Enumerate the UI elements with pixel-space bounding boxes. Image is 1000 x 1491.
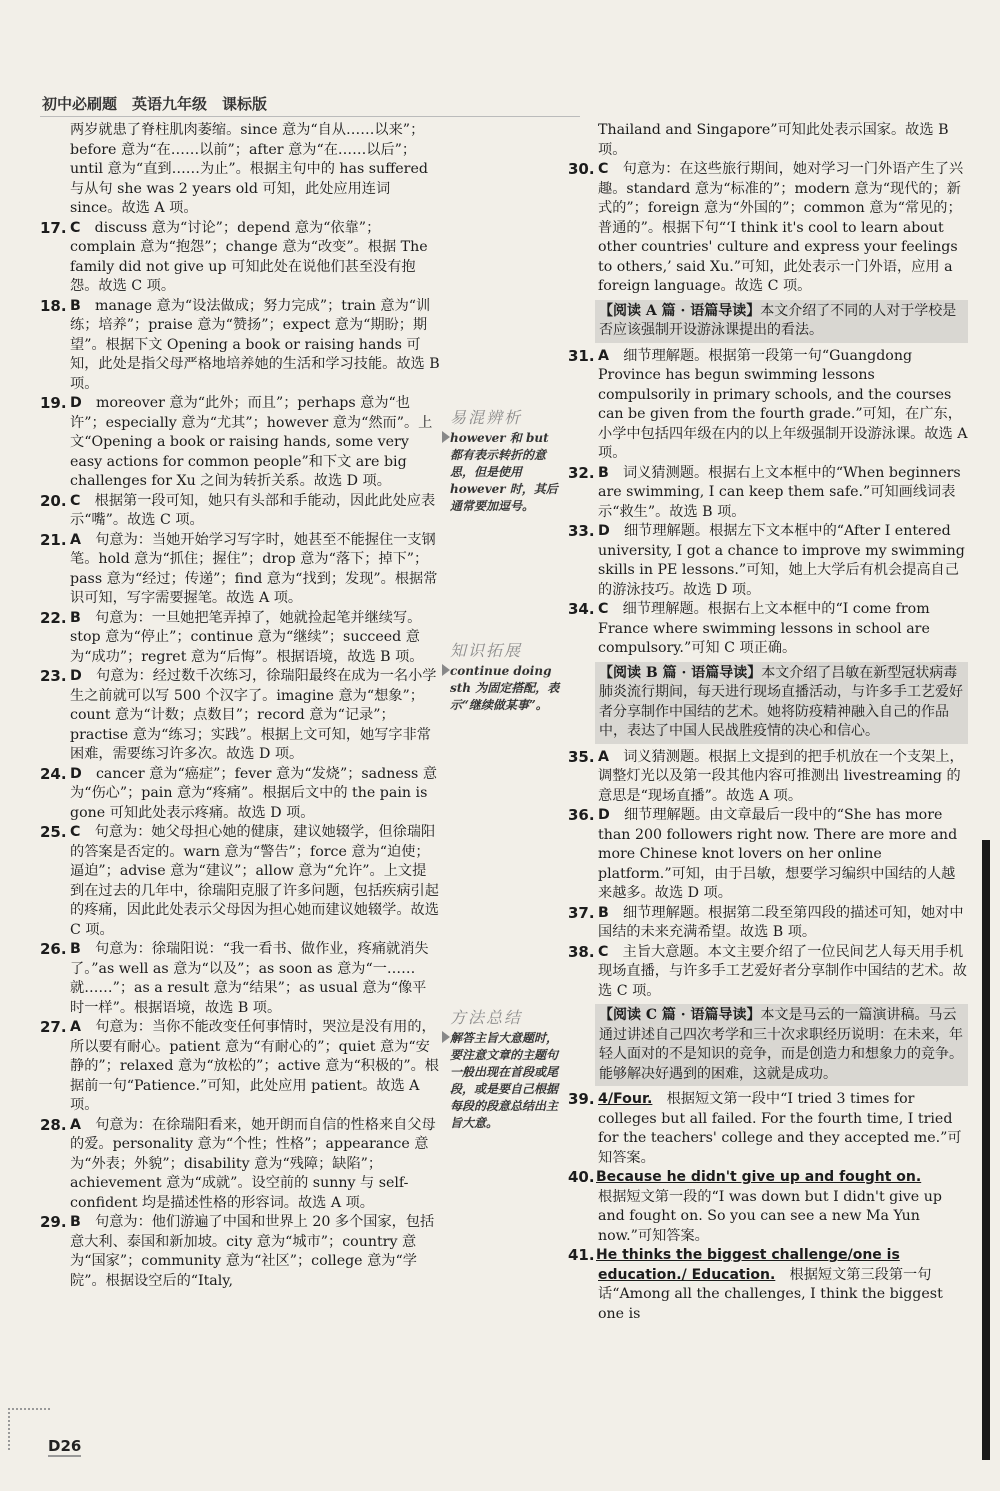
answer-explanation: 句意为：她父母担心她的健康，建议她辍学，但徐瑞阳的答案是否定的。warn 意为“警告”；force 意为“迫使；逼迫”；advise 意为“建议”；allow 意为“允许”。上文提到在过去的几年中，徐瑞阳克服了许多问题，包括疾病引起的疼痛，因此此处表示父母因为担心她而建议她辍学。故选 C 项。 [70,824,439,938]
answer-continuation: Thailand and Singapore”可知此处表示国家。故选 B 项。 [598,122,949,158]
answer-letter: C [70,492,81,509]
answer-letter: B [598,464,609,481]
answer-explanation: 词义猜测题。根据上文提到的把手机放在一个支架上，调整灯光以及第一段其他内容可推测出 livestreaming 的意思是“现场直播”。故选 A 项。 [598,748,964,804]
left-column [40,121,440,1291]
answer-letter: C [598,161,609,177]
answer-explanation: 根据短文第一段的“I was down but I didn't give up and fought on. So you can see a new Ma Yun now.”可知答案。 [598,1188,942,1244]
answer-letter: A [598,347,609,364]
answer-explanation: 细节理解题。根据第一段第一句“Guangdong Province has begun swimming lessons compulsorily in primary schools, and the courses can be given from the fourth grade.”可知，在广东，小学中包括四年级在内的以上年级强制开设游泳课。故选 A 项。 [598,347,968,461]
answer-41 [568,1246,968,1324]
guide-tag: 【阅读 A 篇 · 语篇导读】 [599,302,761,319]
pointer-icon [442,431,450,443]
answer-29 [40,1213,440,1291]
question-number: 25. [40,823,67,841]
question-number: 29. [40,1213,67,1231]
sidebar-note-knowledge [450,638,560,714]
answer-letter: D [70,765,82,782]
answer-letter: A [70,1019,81,1035]
answer-explanation: manage 意为“设法做成；努力完成”；train 意为“训练；培养”；praise 意为“赞扬”；expect 意为“期盼；期望”。根据下文 Opening a book or raising hands 可知，此处是指父母严格地培养她的生活和学习技能。故选 B 项。 [70,297,440,392]
guide-text: 本文介绍了不同的人对于学校是否应该强制开设游泳课提出的看法。 [599,302,957,338]
answer-39 [568,1090,968,1168]
question-number: 40. [568,1168,595,1186]
answer-explanation: 细节理解题。由文章最后一段中的“She has more than 200 followers right now. There are more and more Chinese knot lovers on her online platform.”可知，由于吕敏，想要学习编织中国结的人越来越多。故选 D 项。 [598,807,958,901]
answer-30 [568,160,968,297]
answer-letter: A [70,531,81,548]
answer-letter: C [598,601,609,617]
answer-explanation: 句意为：经过数千次练习，徐瑞阳最终在成为一名小学生之前就可以写 500 个汉字了。imagine 意为“想象”；count 意为“计数；点数目”；record 意为“记录”；practise 意为“练习；实践”。根据上文可知，她写字非常困难，需要练习许多次。故选 D 项。 [70,668,437,762]
question-number: 30. [568,160,595,178]
question-number: 35. [568,747,595,766]
answer-explanation: 句意为：在徐瑞阳看来，她开朗而自信的性格来自父母的爱。personality 意为“个性；性格”；appearance 意为“外表；外貌”；disability 意为“残障；缺陷”；achievement 意为“成就”。设空前的 sunny 与 self-confident 均是描述性格的形容词。故选 A 项。 [70,1116,436,1211]
question-number: 32. [568,463,595,482]
answer-38 [568,942,968,1002]
answer-letter: C [598,943,609,960]
answer-26 [40,940,440,1018]
answer-40 [568,1168,968,1246]
question-number: 19. [40,394,67,412]
answer-explanation: 句意为：一旦她把笔弄掉了，她就捡起笔并继续写。stop 意为“停止”；continue 意为“继续”；succeed 意为“成功”；regret 意为“后悔”。根据语境，故选 B 项。 [70,609,424,665]
answer-explanation: 细节理解题。根据第二段至第四段的描述可知，她对中国结的未来充满希望。故选 B 项。 [598,904,964,940]
sidebar-note-title: 方法总结 [450,1008,523,1027]
answer-explanation: moreover 意为“此外；而且”；perhaps 意为“也许”；especially 意为“尤其”；however 意为“然而”。上文“Opening a book or raising hands, some very easy actions for common people”和下文 are big challenges for Xu 之间为转折关系。故选 D 项。 [70,395,433,489]
answer-explanation: 词义猜测题。根据右上文本框中的“When beginners are swimming, I can keep them safe.”可知画线词表示“救生”。故选 B 项。 [598,464,961,520]
sidebar-note-title: 易混辨析 [450,408,523,427]
question-number: 18. [40,296,67,315]
answer-letter: B [70,609,81,626]
question-number: 36. [568,806,595,824]
question-number: 26. [40,940,67,958]
question-number: 28. [40,1115,67,1134]
answer-37 [568,903,968,943]
sidebar-note-text: however 和 but 都有表示转折的意思，但是使用 however 时，其后通常要加逗号。 [450,431,558,513]
answer-text: He thinks the biggest challenge/one is education./ Education. [596,1247,900,1283]
sidebar-note-text: 解答主旨大意题时，要注意文章的主题句一般出现在首段或尾段，或是要自己根据每段的段意总结出主旨大意。 [450,1031,559,1130]
answer-letter: C [70,219,81,236]
question-number: 39. [568,1090,595,1108]
answer-letter: C [70,824,81,840]
sidebar-note-confusables [450,405,560,515]
question-number: 20. [40,491,67,510]
answer-18 [40,296,440,395]
answer-explanation: 细节理解题。根据右上文本框中的“I come from France where swimming lessons in school are compulsory.”可知 C 项正确。 [598,601,930,656]
question-number: 24. [40,764,67,783]
answer-32 [568,463,968,523]
answer-explanation: 句意为：当你不能改变任何事情时，哭泣是没有用的，所以要有耐心。patient 意为“有耐心的”；quiet 意为“安静的”；relaxed 意为“放松的”；active 意为“积极的”。根据前一句“Patience.”可知，此处应用 patient。故选 A 项。 [70,1019,439,1113]
answer-31 [568,346,968,464]
sidebar-note-method [450,1005,560,1132]
answer-27 [40,1018,440,1116]
answer-letter: A [598,748,609,765]
answer-letter: B [598,904,609,921]
question-number: 22. [40,608,67,627]
answer-explanation: 细节理解题。根据左下文本框中的“After I entered university, I got a chance to improve my swimming skills in PE lessons.”可知，她上大学后有机会提高自己的游泳技巧。故选 D 项。 [598,523,965,598]
guide-text: 本文介绍了吕敏在新型冠状病毒肺炎流行期间，每天进行现场直播活动，与许多手工艺爱好者分享制作中国结的艺术。她将防疫精神融入自己的作品中，表达了中国人民战胜疫情的决心和信心。 [599,664,963,739]
answer-explanation: 句意为：在这些旅行期间，她对学习一门外语产生了兴趣。standard 意为“标准的”；modern 意为“现代的；新式的”；foreign 意为“外国的”；common 意为“常见的；普通的”。根据下句“‘I think it's cool to learn about other countries' culture and express your feelings to others,’ said Xu.”可知，此处表示一门外语，应用 a foreign language。故选 C 项。 [598,161,964,294]
answer-text: Because he didn't give up and fought on. [596,1169,922,1185]
guide-text: 本文是马云的一篇演讲稿。马云通过讲述自己四次考学和三十次求职经历说明：在未来，年轻人面对的不是知识的竞争，而是创造力和想象力的竞争。能够解决好遇到的困难，这就是成功。 [599,1007,963,1082]
answer-23 [40,667,440,765]
sidebar-note-title: 知识拓展 [450,641,523,660]
reading-c-guide [595,1004,968,1086]
guide-tag: 【阅读 C 篇 · 语篇导读】 [599,1007,761,1023]
answer-21 [40,530,440,609]
answer-33 [568,522,968,600]
answer-24 [40,764,440,824]
answer-letter: B [70,941,81,957]
answer-35 [568,747,968,807]
pointer-icon [442,664,450,676]
answer-explanation: discuss 意为“讨论”；depend 意为“依靠”；complain 意为“抱怨”；change 意为“改变”。根据 The family did not give up 可知此处在说他们甚至没有抱怨。故选 C 项。 [70,219,428,294]
answer-34 [568,600,968,659]
reading-b-guide [595,662,968,744]
answer-explanation: 句意为：徐瑞阳说：“我一看书、做作业，疼痛就消失了。”as well as 意为“以及”；as soon as 意为“一……就……”；as a result 意为“结果”；as usual 意为“像平时一样”。根据语境，故选 B 项。 [70,941,429,1016]
question-number: 27. [40,1018,67,1036]
question-number: 41. [568,1246,595,1264]
question-number: 37. [568,903,595,922]
question-number: 33. [568,522,595,540]
pointer-icon [442,1031,450,1043]
answer-letter: B [70,1214,81,1230]
answer-19 [40,394,440,492]
right-column [568,121,968,1324]
answer-letter: B [70,297,81,314]
guide-tag: 【阅读 B 篇 · 语篇导读】 [599,664,762,681]
answer-22 [40,608,440,668]
answer-25 [40,823,440,940]
reading-a-guide [595,300,968,343]
page-header: 初中必刷题 英语九年级 课标版 [42,95,268,113]
question-number: 17. [40,218,67,237]
sidebar-note-text: continue doing sth 为固定搭配，表示“继续做某事”。 [450,664,560,712]
answer-letter: D [598,807,610,823]
answer-letter: D [70,395,82,411]
answer-explanation: 根据短文第三段第一句话“Among all the challenges, I think the biggest one is [598,1266,943,1322]
answer-explanation: 主旨大意题。本文主要介绍了一位民间艺人每天用手机现场直播，与许多手工艺爱好者分享制作中国结的艺术。故选 C 项。 [598,943,967,999]
answer-explanation: 句意为：当她开始学习写字时，她甚至不能握住一支钢笔。hold 意为“抓住；握住”；drop 意为“落下；掉下”；pass 意为“经过；传递”；find 意为“找到；发现”。根据常识可知，写字需要握笔。故选 A 项。 [70,531,438,606]
answer-17 [40,218,440,297]
answer-28 [40,1115,440,1214]
answer-text: 4/Four. [598,1091,653,1107]
answer-explanation: 句意为：他们游遍了中国和世界上 20 多个国家，包括意大利、泰国和新加坡。city 意为“城市”；country 意为“国家”；community 意为“社区”；college 意为“学院”。根据设空后的“Italy, [70,1214,435,1289]
question-number: 23. [40,667,67,685]
header-rule [40,116,580,117]
page-number: D26 [48,1437,82,1455]
question-number: 38. [568,942,595,961]
answer-20 [40,491,440,531]
question-number: 34. [568,600,595,618]
answer-letter: A [70,1116,81,1133]
answer-letter: D [70,668,82,684]
question-number: 31. [568,346,595,365]
answer-36 [568,806,968,904]
corner-decoration [8,1408,50,1450]
answer-explanation: 根据第一段可知，她只有头部和手能动，因此此处应表示“嘴”。故选 C 项。 [70,492,436,528]
page-edge-bar [982,840,990,1460]
question-number: 21. [40,530,67,549]
answer-continuation: 两岁就患了脊柱肌肉萎缩。since 意为“自从……以来”；before 意为“在……以前”；after 意为“在……以后”；until 意为“直到……为止”。根据主句中的 has suffered 与从句 she was 2 years old 可知，此处应用连词 since。故选 A 项。 [70,122,428,216]
answer-explanation: 根据短文第一段中“I tried 3 times for colleges but all failed. For the fourth time, I tried for the teachers' college and they accepted me.”可知答案。 [598,1091,962,1166]
answer-letter: D [598,523,610,539]
answer-explanation: cancer 意为“癌症”；fever 意为“发烧”；sadness 意为“伤心”；pain 意为“疼痛”。根据后文中的 the pain is gone 可知此处表示疼痛。故选 D 项。 [70,765,438,821]
